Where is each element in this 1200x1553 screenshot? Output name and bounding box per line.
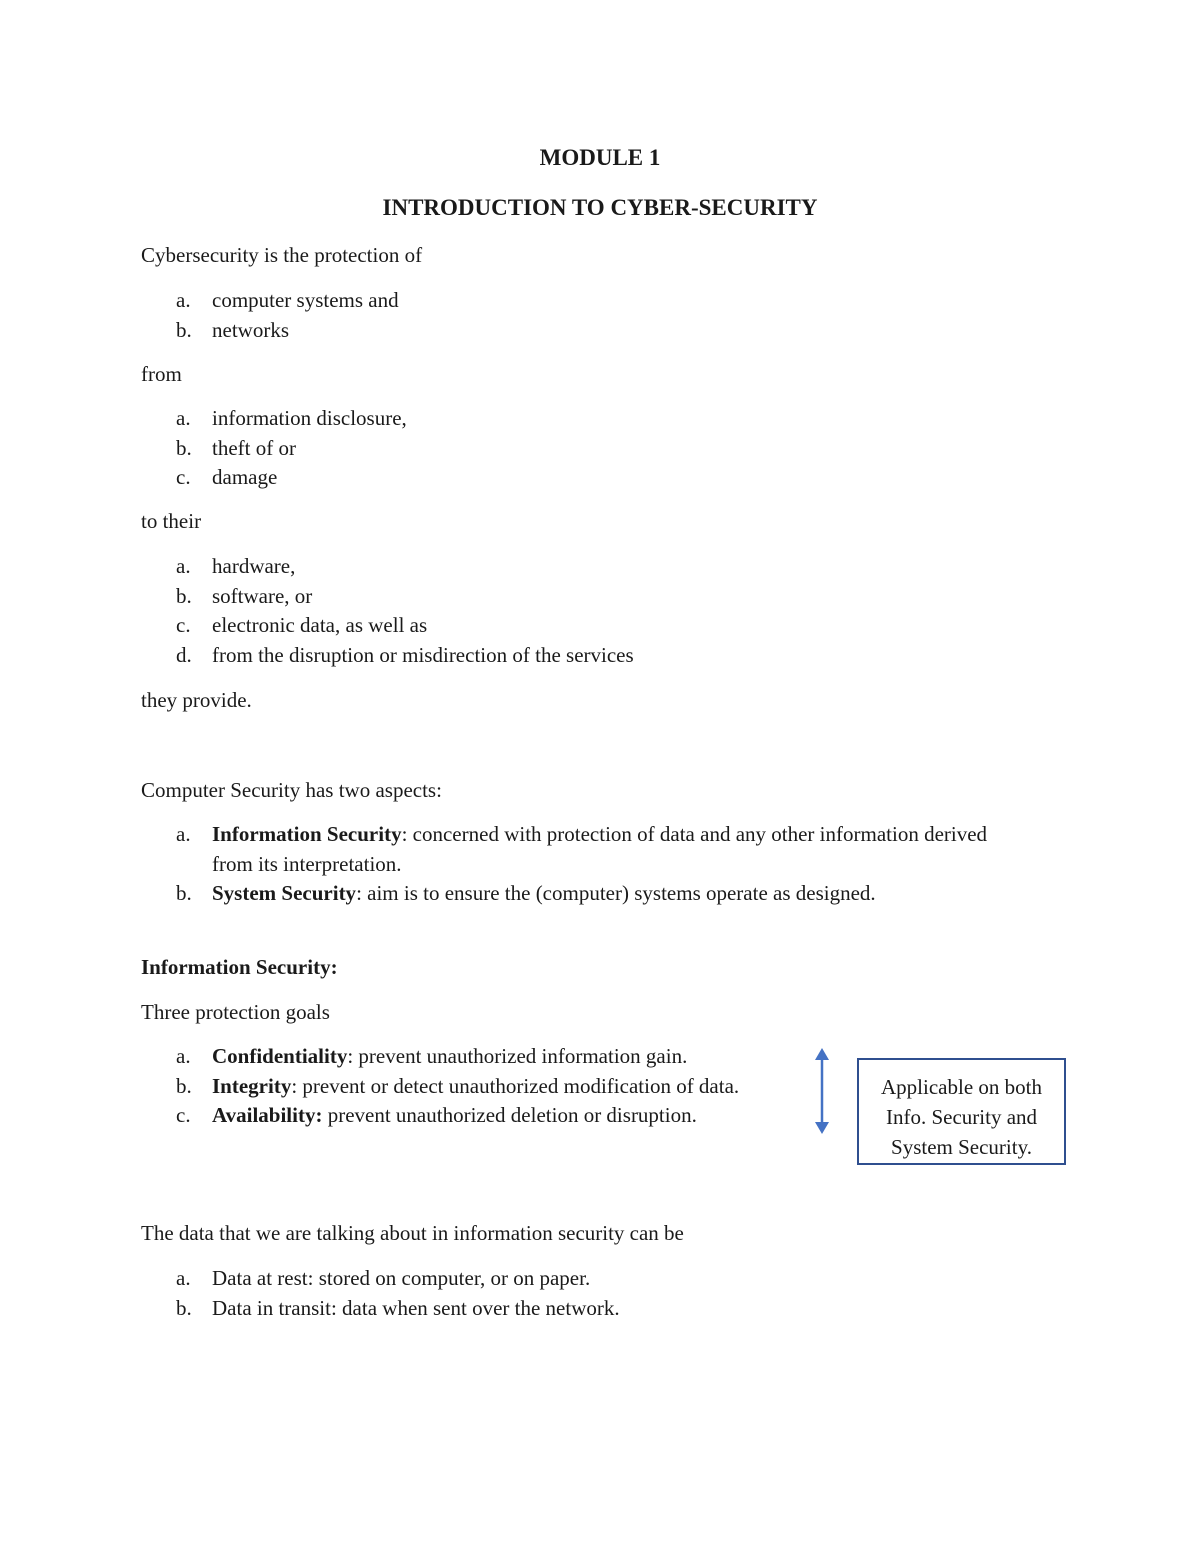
list-item: a. information disclosure, [176,406,407,430]
aspects-intro: Computer Security has two aspects: [141,778,442,802]
goals-intro: Three protection goals [141,1000,330,1024]
list-item: a. hardware, [176,554,296,578]
module-title: MODULE 1 [539,145,661,170]
list-item: b. networks [176,317,289,342]
note-line: Applicable on both [881,1075,1042,1099]
note-line: System Security. [891,1135,1032,1159]
list-item: a. computer systems and [176,288,399,312]
targets-list [141,552,634,670]
list-item: b. System Security: aim is to ensure the (computer) systems operate as designed. [176,881,876,905]
list-item: c. electronic data, as well as [176,613,428,637]
aspects-list [141,820,1021,909]
note-line: Info. Security and [885,1105,1038,1129]
threats-list [141,404,407,493]
to-label: to their [141,509,202,533]
definition-closing: they provide. [141,688,252,712]
list-item: c. Availability: prevent unauthorized deletion or disruption. [176,1103,697,1127]
double-arrow-icon [810,1046,834,1136]
term: System Security [212,881,357,905]
list-item: b. software, or [176,583,313,608]
info-security-heading: Information Security: [141,955,338,979]
term: Confidentiality [212,1044,348,1068]
term: Availability: [212,1103,323,1127]
data-types-intro: The data that we are talking about in information security can be [141,1221,684,1245]
term: Integrity [212,1073,292,1098]
list-item: d. from the disruption or misdirection of the services [176,642,634,667]
list-item: a. Confidentiality: prevent unauthorized information gain. [176,1044,688,1068]
objects-list [141,286,399,345]
data-types-list [141,1264,620,1323]
goals-list [141,1042,821,1131]
note-box [857,1058,1066,1165]
list-item: b. Integrity: prevent or detect unauthorized modification of data. [176,1073,740,1098]
list-item: a. Data at rest: stored on computer, or on paper. [176,1266,591,1290]
definition-intro: Cybersecurity is the protection of [141,243,423,267]
page-title: INTRODUCTION TO CYBER-SECURITY [382,195,818,220]
term: Information Security [212,822,402,846]
list-item: b. Data in transit: data when sent over the network. [176,1295,620,1320]
list-item: b. theft of or [176,435,296,460]
list-item: c. damage [176,465,278,489]
list-item: a. Information Security: concerned with protection of data and any other information derived from its interpretation. [176,822,988,876]
from-label: from [141,362,182,386]
